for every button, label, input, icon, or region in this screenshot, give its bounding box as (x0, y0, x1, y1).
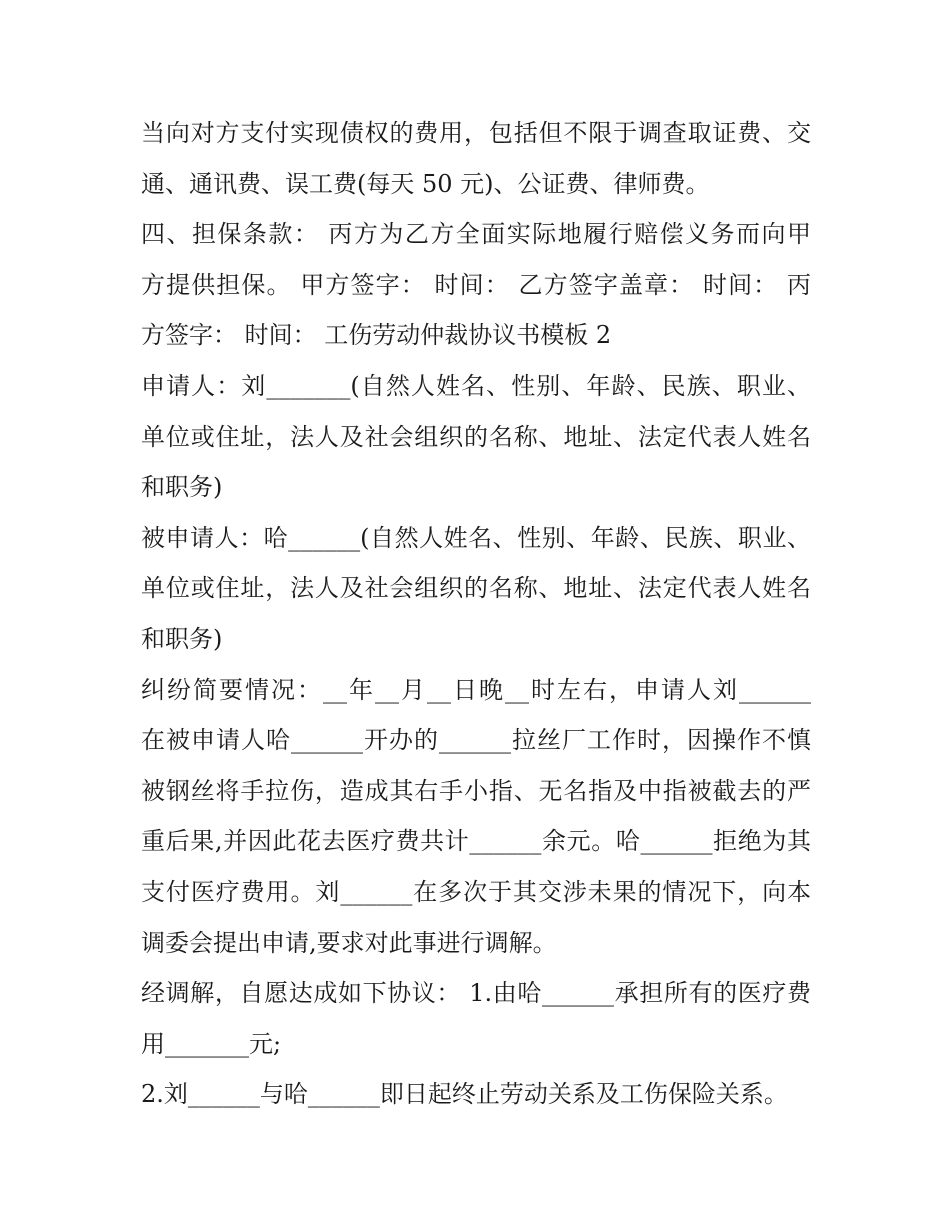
text-line: 被钢丝将手拉伤，造成其右手小指、无名指及中指被截去的严 (141, 776, 811, 805)
text-line: 通、通讯费、误工费(每天 50 元)、公证费、律师费。 (141, 169, 710, 198)
text-line: 调委会提出申请,要求对此事进行调解。 (141, 928, 557, 957)
text-line: 四、担保条款： 丙方为乙方全面实际地履行赔偿义务而向甲 (141, 220, 811, 249)
document-body (141, 108, 811, 1120)
text-line: 申请人：刘_______(自然人姓名、性别、年龄、民族、职业、 (141, 371, 811, 400)
text-line: 在被申请人哈______开办的______拉丝厂工作时，因操作不慎 (141, 726, 811, 755)
text-line: 用_______元; (141, 1029, 282, 1058)
text-line: 方签字： 时间： 工伤劳动仲裁协议书模板 2 (141, 321, 612, 350)
text-line: 和职务) (141, 473, 223, 502)
text-line: 单位或住址，法人及社会组织的名称、地址、法定代表人姓名 (141, 422, 811, 451)
text-line: 纠纷简要情况：__年__月__日晚__时左右，申请人刘______ (141, 675, 811, 704)
text-line: 被申请人：哈______(自然人姓名、性别、年龄、民族、职业、 (141, 523, 811, 552)
text-line: 重后果,并因此花去医疗费共计______余元。哈______拒绝为其 (141, 827, 811, 856)
text-line: 支付医疗费用。刘______在多次于其交涉未果的情况下，向本 (141, 877, 811, 906)
text-line: 单位或住址，法人及社会组织的名称、地址、法定代表人姓名 (141, 574, 811, 603)
text-line: 2.刘______与哈______即日起终止劳动关系及工伤保险关系。 (141, 1080, 788, 1109)
text-line: 当向对方支付实现债权的费用，包括但不限于调查取证费、交 (141, 119, 811, 147)
text-line: 经调解，自愿达成如下协议： 1.由哈______承担所有的医疗费 (141, 979, 811, 1008)
text-line: 方提供担保。 甲方签字： 时间： 乙方签字盖章： 时间： 丙 (141, 270, 811, 299)
text-line: 和职务) (141, 624, 223, 653)
